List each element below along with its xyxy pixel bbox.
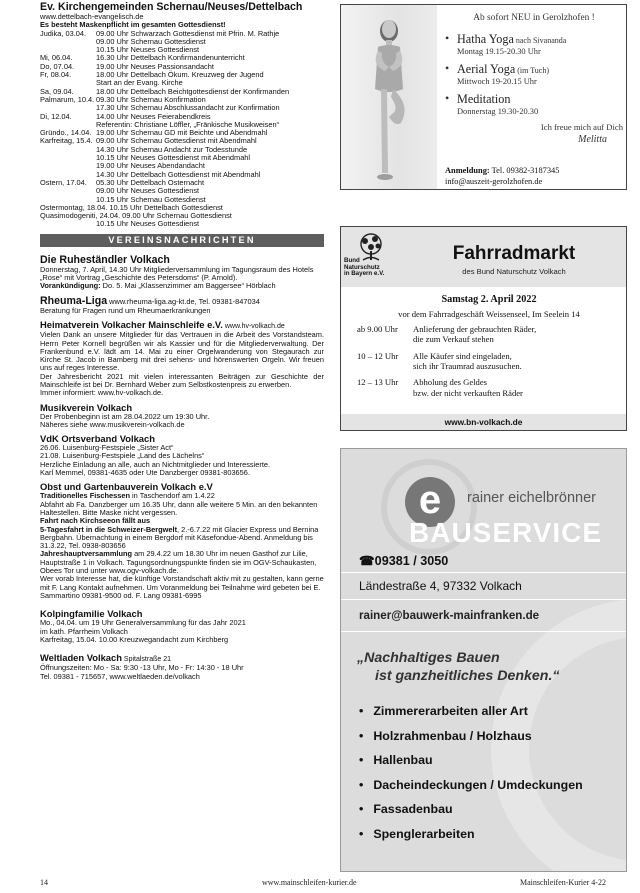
schedule-text: 09.00 Uhr Schernau Gottesdienst: [96, 36, 206, 46]
yoga-email[interactable]: info@auszeit-gerolzhofen.de: [445, 177, 543, 186]
schedule-text: 10.15 Uhr Schernau Gottesdienst: [96, 194, 206, 204]
ruhe-title: Die Ruheständler Volkach: [40, 253, 170, 266]
schedule-date: [40, 154, 96, 162]
yoga-course: [445, 62, 623, 86]
rad-body: [357, 295, 621, 404]
service-item: • Holzrahmenbau / Holzhaus: [359, 724, 619, 749]
schedule-text: 09.00 Uhr Schernau Gottesdienst mit Abendmahl: [96, 136, 257, 146]
rad-schedule-row: [357, 377, 621, 398]
yoga-photo: [341, 5, 437, 189]
bau-brand: BAUSERVICE: [409, 517, 603, 548]
rad-time: ab 9.00 Uhr: [357, 323, 398, 334]
rad-address: vor dem Fahrradgeschäft Weissenseel, Im Seelein 14: [398, 309, 580, 320]
quote-line: ist ganzheitliches Denken.“: [375, 668, 560, 684]
rad-desc-line: bzw. der nicht verkauften Räder: [413, 387, 523, 398]
church-title: Ev. Kirchengemeinden Schernau/Neuses/Dettelbach: [40, 1, 303, 13]
rad-time: 10 – 12 Uhr: [357, 350, 399, 361]
yoga-anmeldung: [445, 165, 559, 176]
course-name: Hatha Yoga: [457, 32, 514, 46]
vorank-text: Do. 5. Mai „Klassenzimmer am Baggersee“ Hörblach: [100, 281, 276, 291]
rad-schedule-row: [357, 351, 621, 372]
vdk-line: Herzliche Einladung an alle, auch an Nichtmitglieder und Interessierte.: [40, 459, 271, 469]
kolping-line: im kath. Pfarrheim Volkach: [40, 626, 128, 636]
schedule-text: 19.00 Uhr Neuses Passionsandacht: [96, 61, 214, 71]
heimat-p3: Immer informiert: www.hv-volkach.de.: [40, 388, 164, 398]
service-item: • Spenglerarbeiten: [359, 822, 619, 847]
obst-p1: Abfahrt ab Fa. Danzberger um 16.35 Uhr, dann alle weitere 5 Min. an den bekannten Haltestellen. Bitte Maske nicht vergessen.: [40, 499, 318, 517]
divider: [341, 572, 626, 573]
rad-desc: [413, 324, 536, 345]
schedule-text: 09.30 Uhr Schernau Konfirmation: [96, 94, 206, 104]
schedule-text: 09.00 Uhr Neuses Gottesdienst: [96, 186, 200, 196]
kolping-line: Mo., 04.04. um 19 Uhr Generalversammlung für das Jahr 2021: [40, 618, 246, 628]
schedule-date: Ostern, 17.04.: [40, 177, 87, 187]
schedule-date: Judika, 03.04.: [40, 28, 87, 38]
obst-h2: Fahrt nach Kirchseeon fällt aus: [40, 516, 151, 526]
rad-schedule-row: [357, 324, 621, 345]
church-extra-line: Ostermontag, 18.04. 10.15 Uhr Dettelbach Gottesdienst: [40, 202, 223, 212]
welt-line: Tel. 09381 - 715657, www.weltlaeden.de/volkach: [40, 671, 200, 681]
musik-line: Näheres siehe www.musikverein-volkach.de: [40, 419, 185, 429]
obst-title: Obst und Gartenbauverein Volkach e.V: [40, 481, 213, 493]
rheuma-section: [40, 295, 324, 307]
schedule-text: 10.15 Uhr Neuses Gottesdienst mit Abendmahl: [96, 153, 251, 163]
schedule-text: Start an der Evang. Kirche: [96, 78, 183, 88]
course-time: Mittwoch 19-20.15 Uhr: [457, 77, 537, 86]
yoga-ad: [340, 4, 627, 190]
anmeldung-tel: Tel. 09382-3187345: [489, 166, 560, 175]
welt-line: Öffnungszeiten: Mo - Sa: 9:30 -13 Uhr, Mo - Fr: 14:30 - 18 Uhr: [40, 663, 244, 673]
vdk-line: Karl Memmel, 09381-4635 oder Ute Danzberger 09381-803656.: [40, 468, 250, 478]
schedule-text: 14.00 Uhr Neuses Feierabendkreis: [96, 111, 211, 121]
yoga-course: [445, 92, 623, 116]
rad-url[interactable]: www.bn-volkach.de: [341, 414, 626, 430]
heimat-p1: Vielen Dank an unsere Mitglieder für das Vertrauen in die Arbeit des Vorstandsteam. Herrn Peter Kornell begrüßen wir als Kassier und für die Mitgliederverwaltung. Der Frankenbund e.V. lädt am 14. Mai zu einer Orgelwanderung von Stegaurach zur Kirche St. Jacob in Bamberg mit drei sehens- und hörenswerten Orgeln. Wir freuen uns auf reges Interesse.: [40, 330, 324, 373]
bau-services: [359, 699, 619, 847]
schedule-date: [40, 187, 96, 195]
schedule-text: 05.30 Uhr Dettelbach Osternacht: [96, 177, 205, 187]
yoga-contact: [445, 165, 559, 187]
footer-url[interactable]: www.mainschleifen-kurier.de: [262, 878, 357, 887]
rad-desc: [413, 351, 522, 372]
heimat-title: Heimatverein Volkacher Mainschleife e.V.: [40, 318, 223, 330]
anmeldung-label: Anmeldung:: [445, 166, 490, 175]
schedule-date: Sa, 09.04.: [40, 86, 74, 96]
schedule-text: 09.00 Uhr Schwarzach Gottesdienst mit Pfrin. M. Rathje: [96, 28, 280, 38]
schedule-date: [40, 146, 96, 154]
obst-h3: [40, 526, 324, 551]
rad-header: [341, 227, 626, 287]
rheuma-url[interactable]: www.rheuma-liga.ag-kt.de, Tel. 09381-847034: [107, 296, 260, 306]
footer-issue: Mainschleifen-Kurier 4-22: [520, 878, 606, 887]
yoga-course: [445, 32, 623, 56]
schedule-text: 16.30 Uhr Dettelbach Konfirmandenunterricht: [96, 53, 245, 63]
rad-desc: [413, 377, 523, 398]
obst-h4-rest: am 29.4.22 um 18.30 Uhr im neuen Gasthof zur Lilie, Hauptstraße 1 in Volkach. Tagungsordnungspunkte finden sie im OGV-Schaukasten, Obees Tor und unter www.ogv-volkach.de.: [40, 549, 317, 576]
schedule-text: 17.30 Uhr Schernau Abschlussandacht zur Konfirmation: [96, 103, 280, 113]
obst-h4-label: Jahreshauptversammlung: [40, 549, 133, 559]
schedule-text: 14.30 Uhr Schernau Andacht zur Todesstunde: [96, 144, 248, 154]
obst-h1-label: Traditionelles Fischessen: [40, 491, 130, 501]
service-item: • Fassadenbau: [359, 797, 619, 822]
service-item: • Dacheindeckungen / Umdeckungen: [359, 773, 619, 798]
course-name: Meditation: [457, 92, 511, 106]
yoga-greeting: Ich freue mich auf Dich: [540, 122, 623, 132]
logo-line: in Bayern e.V.: [344, 270, 385, 278]
schedule-date: Palmarum, 10.4.: [40, 94, 95, 104]
schedule-date: [40, 38, 96, 46]
yoga-head: Ab sofort NEU in Gerolzhofen !: [473, 13, 595, 23]
schedule-text: 14.30 Uhr Dettelbach Gottesdienst mit Abendmahl: [96, 169, 261, 179]
schedule-text: 18.00 Uhr Dettelbach Beichtgottesdienst der Konfirmanden: [96, 86, 290, 96]
rad-desc-line: Alle Käufer sind eingeladen,: [413, 350, 512, 361]
musik-title: Musikverein Volkach: [40, 401, 133, 413]
course-time: Donnerstag 19.30-20.30: [457, 107, 539, 116]
yoga-signature: Melitta: [578, 134, 607, 145]
schedule-text: 10.15 Uhr Neuses Gottesdienst: [96, 45, 200, 55]
vdk-title: VdK Ortsverband Volkach: [40, 433, 155, 445]
course-extra: (im Tuch): [515, 66, 550, 75]
left-column: [40, 1, 324, 681]
course-extra: nach Sivananda: [513, 36, 567, 45]
schedule-date: Mi, 06.04.: [40, 53, 73, 63]
divider: [341, 599, 626, 600]
kolping-line: Karfreitag, 15.04. 10.00 Kreuzwegandacht zum Kirchberg: [40, 634, 229, 644]
quote-line: „Nachhaltiges Bauen: [357, 650, 500, 666]
church-extra-line: Quasimodogeniti, 24.04. 09.00 Uhr Schernau Gottesdienst: [40, 211, 232, 221]
service-item: • Zimmererarbeiten aller Art: [359, 699, 619, 724]
yoga-pose-figure: [341, 5, 437, 189]
church-notice: Es besteht Maskenpflicht im gesamten Gottesdienst!: [40, 20, 226, 30]
welt-addr: Spitalstraße 21: [121, 656, 171, 664]
section-banner: VEREINSNACHRICHTEN: [40, 234, 324, 247]
e-logo-icon: e: [405, 477, 455, 527]
vorank-label: Vorankündigung:: [40, 281, 101, 291]
vdk-line: 26.06. Luisenburg-Festspiele „Sister Act“: [40, 443, 174, 453]
musik-line: Der Probenbeginn ist am 28.04.2022 um 19:30 Uhr.: [40, 411, 210, 421]
church-schedule: [40, 30, 324, 204]
obst-h4: [40, 550, 324, 575]
logo-line: Naturschutz: [344, 263, 380, 271]
obst-h3-rest: , 2.-6.7.22 mit Glacier Express und Bernina Bergbahn. Übernachtung in einem Bergdorf mit Käsefondue-Abend. Anmeldung bis 31.3.22, Tel. 0938-803656: [40, 524, 319, 551]
heimat-url[interactable]: www.hv-volkach.de: [222, 322, 285, 330]
course-name: Aerial Yoga: [457, 62, 516, 76]
fahrradmarkt-ad: [340, 226, 627, 431]
schedule-text: 18.00 Uhr Dettelbach Ökum. Kreuzweg der Jugend: [96, 70, 264, 80]
bauservice-ad: [340, 448, 627, 872]
rad-desc-line: sich ihr Traumrad auszusuchen.: [413, 361, 522, 372]
schedule-date: Do, 07.04.: [40, 61, 75, 71]
ruhe-text: Donnerstag, 7. April, 14.30 Uhr Mitgliederversammlung im Tagungsraum des Hotels „Rose“ mit Vortrag „Geschichte des Petersdoms“ (P. Arnold).: [40, 264, 314, 283]
logo-line: Bund: [344, 257, 360, 264]
schedule-text: 19.00 Uhr Schernau GD mit Beichte und Abendmahl: [96, 128, 268, 138]
kolping-title: Kolpingfamilie Volkach: [40, 608, 143, 620]
bau-quote: [357, 649, 560, 685]
obst-h1-rest: in Taschendorf am 1.4.22: [129, 491, 215, 501]
church-extra-indent: 10.15 Uhr Neuses Gottesdienst: [96, 219, 200, 229]
rad-title: Fahrradmarkt: [452, 243, 576, 264]
schedule-date: [40, 162, 96, 170]
heimat-p2: Der Jahresbericht 2021 mit vielen interessanten Beiträgen zur Geschichte der Mainschleife ist bei Dr. Bernhard Weber zum Selbstkostenpreis zu erwerben.: [40, 371, 324, 389]
page-number: 14: [40, 878, 48, 887]
rad-time: 12 – 13 Uhr: [357, 377, 399, 388]
service-item: • Hallenbau: [359, 748, 619, 773]
ruhe-vorank: [40, 282, 324, 290]
divider: [341, 631, 626, 632]
schedule-date: Karfreitag, 15.4.: [40, 136, 93, 146]
rheuma-text: Beratung für Fragen rund um Rheumaerkrankungen: [40, 305, 211, 315]
welt-title: Weltladen Volkach: [40, 652, 122, 664]
rad-subtitle: des Bund Naturschutz Volkach: [462, 267, 566, 276]
vdk-line: 21.08. Luisenburg-Festspiele „Land des Lächelns“: [40, 451, 205, 461]
schedule-text: 19.00 Uhr Neuses Abendandacht: [96, 161, 205, 171]
rad-desc-line: die zum Verkauf stehen: [413, 334, 494, 345]
obst-p2: Wer vorab Interesse hat, die künftige Vorstandschaft aktiv mit zu gestalten, kann gerne mit F. Lang Kontakt aufnehmen. Um Voranmeldung bei Teilnahme wird gebeten bei E. Sammartino 09381-9500 od. F. Lang 09381-6995: [40, 574, 324, 600]
schedule-date: Gründo., 14.04.: [40, 128, 92, 138]
course-time: Montag 19.15-20.30 Uhr: [457, 47, 541, 56]
rad-desc-line: Abholung des Geldes: [413, 377, 487, 388]
schedule-date: Di, 12.04.: [40, 111, 72, 121]
rad-date: Samstag 2. April 2022: [441, 294, 537, 305]
rad-desc-line: Anlieferung der gebrauchten Räder,: [413, 323, 537, 334]
bau-owner-name: rainer eichelbrönner: [467, 490, 596, 506]
rad-logo-text: [344, 258, 384, 278]
yoga-text: [445, 13, 623, 145]
schedule-date: Fr, 08.04.: [40, 70, 72, 80]
bau-phone[interactable]: ☎09381 / 3050: [359, 554, 449, 568]
schedule-text: Referentin: Christiane Löffler, „Fränkische Musikweisen“: [96, 119, 280, 129]
bau-email[interactable]: rainer@bauwerk-mainfranken.de: [359, 609, 540, 622]
obst-h3-label: 5-Tagesfahrt in die Schweizer-Bergwelt: [40, 524, 178, 534]
bau-address: Ländestraße 4, 97332 Volkach: [359, 579, 522, 593]
rheuma-title: Rheuma-Liga: [40, 294, 108, 307]
church-url[interactable]: www.dettelbach-evangelisch.de: [40, 12, 144, 21]
